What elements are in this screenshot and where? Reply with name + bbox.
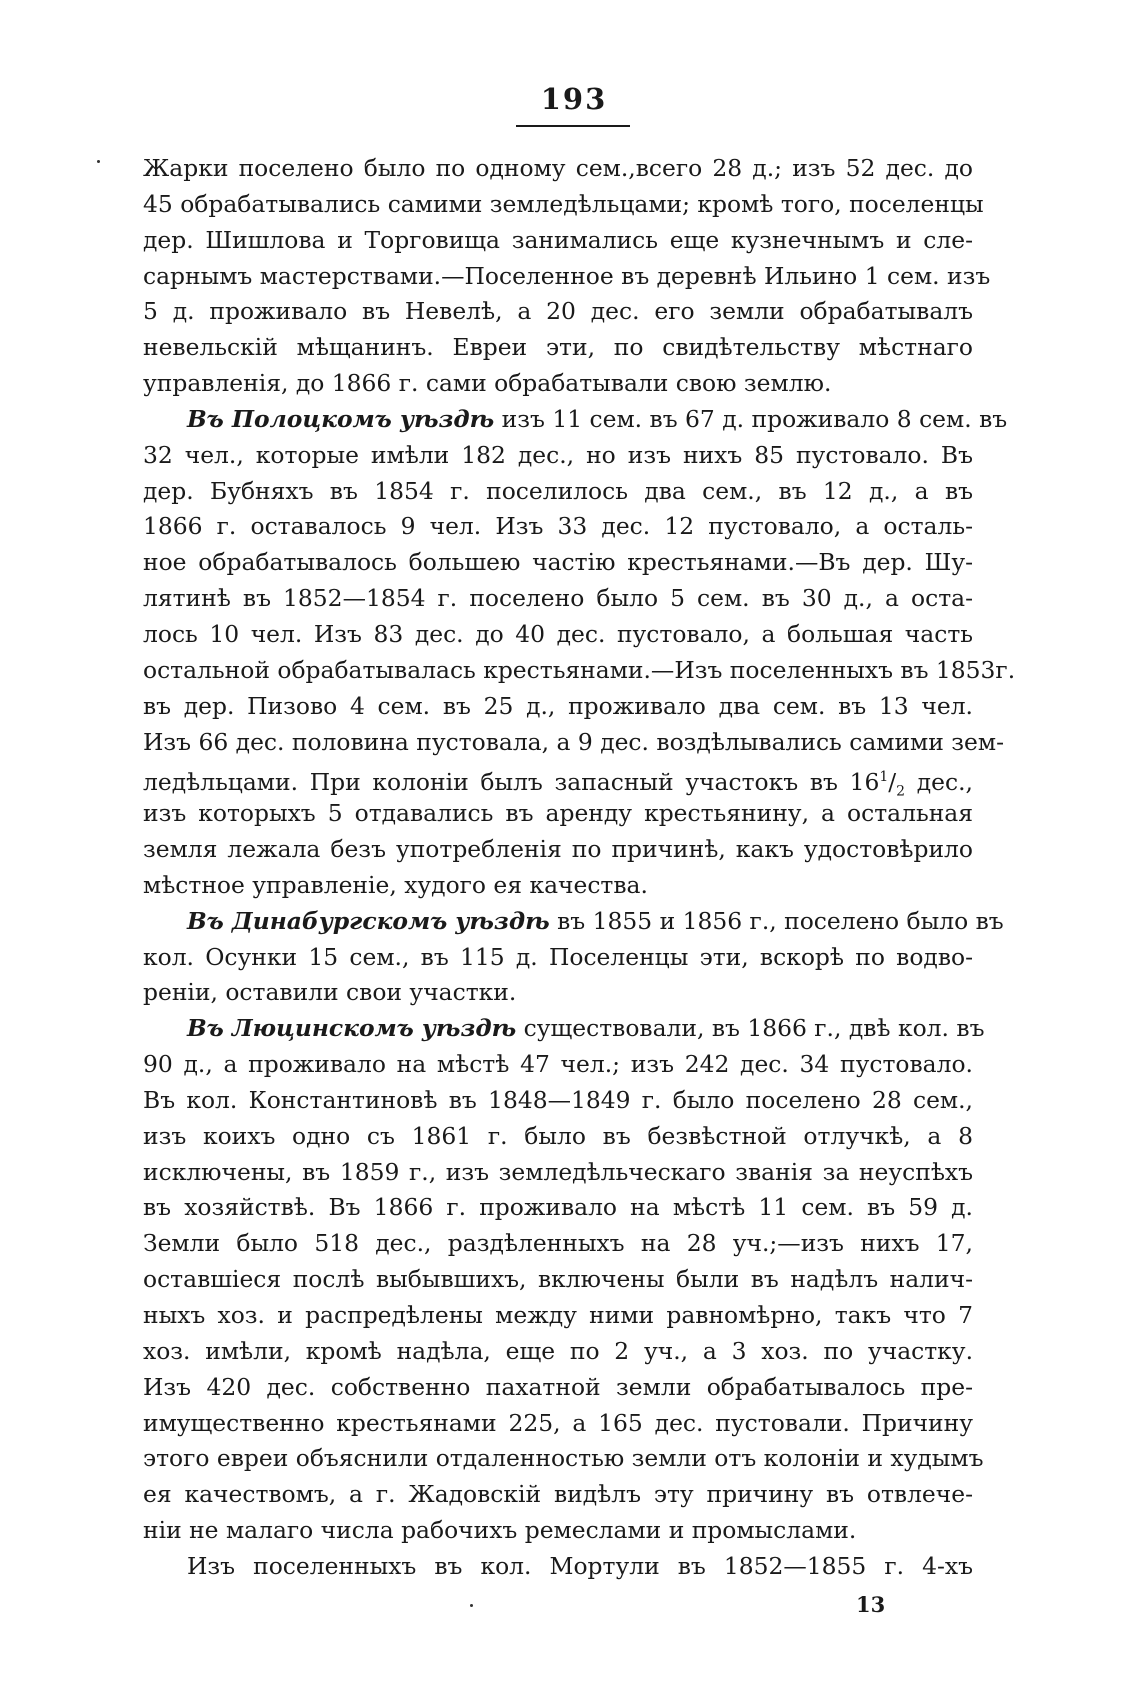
text-run: изъ 11 сем. въ 67 д. проживало 8 сем. въ xyxy=(494,404,1008,433)
text-line: имущественно крестьянами 225, а 165 дес. пустовали. Причину xyxy=(143,1408,973,1437)
italic-district-name: Въ Динабургскомъ уѣздѣ xyxy=(187,906,550,935)
text-line: въ хозяйствѣ. Въ 1866 г. проживало на мѣстѣ 11 сем. въ 59 д. xyxy=(143,1193,973,1222)
text-line: Изъ 66 дес. половина пустовала, а 9 дес. воздѣлывались самими зем- xyxy=(143,727,1004,756)
text-line: сарнымъ мастерствами.—Поселенное въ деревнѣ Ильино 1 сем. изъ xyxy=(143,261,991,290)
text-line: дер. Шишлова и Торговища занимались еще кузнечнымъ и сле- xyxy=(143,225,973,254)
text-run: существовали, въ 1866 г., двѣ кол. въ xyxy=(516,1014,985,1043)
text-line: 32 чел., которые имѣли 182 дес., но изъ нихъ 85 пустовало. Въ xyxy=(143,440,973,469)
text-line: Изъ поселенныхъ въ кол. Мортули въ 1852—1855 г. 4-хъ xyxy=(187,1551,973,1580)
text-line: земля лежала безъ употребленія по причинѣ, какъ удостовѣрило xyxy=(143,835,973,864)
text-line: хоз. имѣли, кромѣ надѣла, еще по 2 уч., а 3 хоз. по участку. xyxy=(143,1336,973,1365)
text-line: лось 10 чел. Изъ 83 дес. до 40 дес. пустовало, а большая часть xyxy=(143,619,973,648)
text-line: Изъ 420 дес. собственно пахатной земли обрабатывалось пре- xyxy=(143,1372,973,1401)
text-line: Земли было 518 дес., раздѣленныхъ на 28 уч.;—изъ нихъ 17, xyxy=(143,1229,973,1258)
text-run: дес., xyxy=(905,768,973,797)
text-line: изъ коихъ одно съ 1861 г. было въ безвѣстной отлучкѣ, а 8 xyxy=(143,1121,973,1150)
text-line: реніи, оставили свои участки. xyxy=(143,978,517,1007)
text-line: 5 д. проживало въ Невелѣ, а 20 дес. его земли обрабатывалъ xyxy=(143,297,973,326)
text-line: въ дер. Пизово 4 сем. въ 25 д., проживало два сем. въ 13 чел. xyxy=(143,691,973,720)
print-speck xyxy=(97,160,100,163)
text-line: 45 обрабатывались самими земледѣльцами; кромѣ того, поселенцы xyxy=(143,189,984,218)
italic-district-name: Въ Полоцкомъ уѣздѣ xyxy=(187,404,495,433)
text-line: невельскій мѣщанинъ. Евреи эти, по свидѣтельству мѣстнаго xyxy=(143,333,973,362)
italic-district-name: Въ Люцинскомъ уѣздѣ xyxy=(187,1014,517,1043)
text-run: въ 1855 и 1856 г., поселено было въ xyxy=(549,906,1004,935)
text-line: ея качествомъ, а г. Жадовскій видѣлъ эту причину въ отвлече- xyxy=(143,1480,973,1509)
text-line: оставшіеся послѣ выбывшихъ, включены были въ надѣлъ налич- xyxy=(143,1265,973,1294)
fraction-numerator: 1 xyxy=(879,769,889,786)
header-rule xyxy=(516,125,630,127)
paragraph-polotsk-lead xyxy=(143,402,1008,438)
text-line: этого евреи объяснили отдаленностью земли отъ колоніи и худымъ xyxy=(143,1444,984,1473)
text-line: управленія, до 1866 г. сами обрабатывали свою землю. xyxy=(143,369,832,398)
signature-mark: 13 xyxy=(856,1592,886,1617)
page-number: 193 xyxy=(540,82,608,116)
fraction-line: ледѣльцами. При колоніи былъ запасный участокъ въ $16^1/_2$ дес., xyxy=(143,768,973,800)
text-line: 1866 г. оставалось 9 чел. Изъ 33 дес. 12 пустовало, а осталь- xyxy=(143,512,973,541)
text-line: лятинѣ въ 1852—1854 г. поселено было 5 сем. въ 30 д., а оста- xyxy=(143,584,973,613)
text-line: остальной обрабатывалась крестьянами.—Изъ поселенныхъ въ 1853г. xyxy=(143,655,1016,684)
fraction-denominator: 2 xyxy=(896,783,906,800)
text-line: изъ которыхъ 5 отдавались въ аренду крестьянину, а остальная xyxy=(143,799,973,828)
paragraph-lyutsin-lead xyxy=(143,1011,985,1047)
text-line: ніи не малаго числа рабочихъ ремеслами и промыслами. xyxy=(143,1516,857,1545)
text-line: Въ кол. Константиновѣ въ 1848—1849 г. было поселено 28 сем., xyxy=(143,1085,973,1114)
text-line: мѣстное управленіе, худого ея качества. xyxy=(143,870,648,899)
body-text xyxy=(143,151,1016,1585)
text-line: дер. Бубняхъ въ 1854 г. поселилось два сем., въ 12 д., а въ xyxy=(143,476,973,505)
text-line: ное обрабатывалось большею частію крестьянами.—Въ дер. Шу- xyxy=(143,548,973,577)
text-line: кол. Осунки 15 сем., въ 115 д. Поселенцы эти, вскорѣ по водво- xyxy=(143,942,973,971)
text-line: Жарки поселено было по одному сем.,всего 28 д.; изъ 52 дес. до xyxy=(143,154,973,182)
text-run: ледѣльцами. При колоніи былъ запасный участокъ въ 16 xyxy=(143,768,880,797)
print-speck xyxy=(470,1604,473,1607)
paragraph-dinaburg-lead xyxy=(143,904,1004,940)
text-line: ныхъ хоз. и распредѣлены между ними равномѣрно, такъ что 7 xyxy=(143,1301,973,1329)
text-line: исключены, въ 1859 г., изъ земледѣльческаго званія за неуспѣхъ xyxy=(143,1157,973,1186)
text-line: 90 д., а проживало на мѣстѣ 47 чел.; изъ 242 дес. 34 пустовало. xyxy=(143,1050,973,1079)
